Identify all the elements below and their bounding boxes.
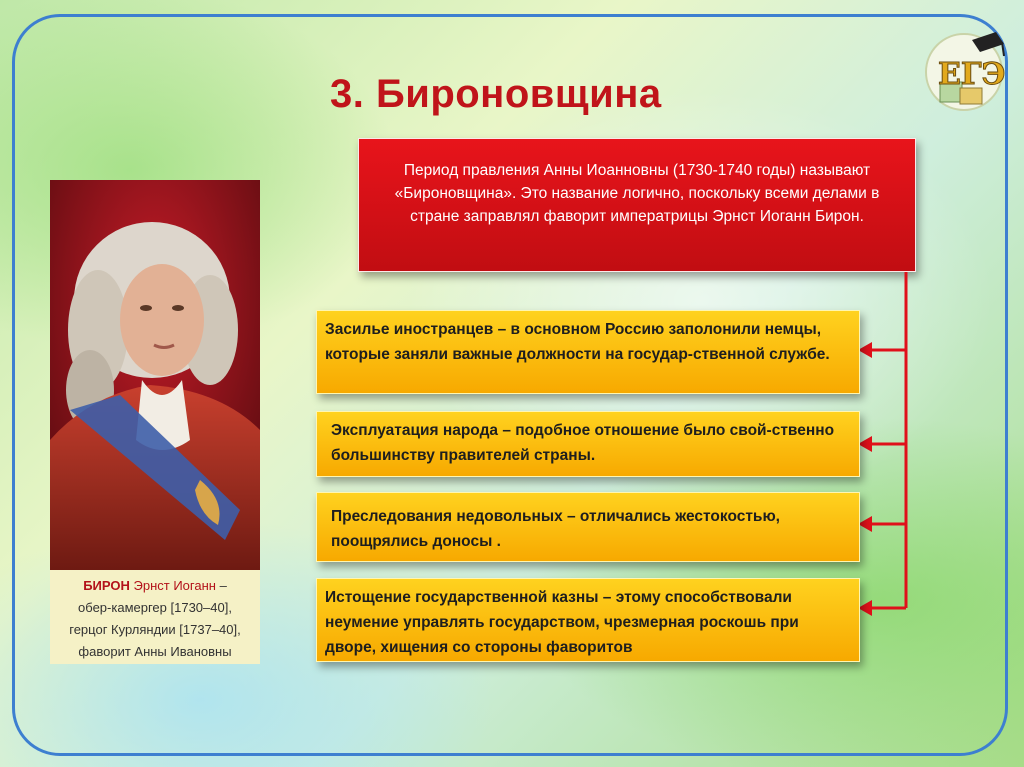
caption-line-favorite: фаворит Анны Ивановны [78, 644, 232, 659]
portrait-caption [50, 570, 260, 664]
caption-line-title: обер-камергер [1730–40], [78, 600, 232, 615]
point-card-foreigners: Засилье иностранцев – в основном Россию заполонили немцы, которые заняли важные должности на государ-ственной службе. [316, 310, 860, 394]
caption-dash: – [215, 578, 227, 593]
arrow-head-3 [858, 516, 872, 532]
arrow-head-4 [858, 600, 872, 616]
intro-box: Период правления Анны Иоанновны (1730-1740 годы) называют «Бироновщина». Это название логично, поскольку всеми делами в стране заправлял фаворит императрицы Эрнст Иоганн Бирон. [358, 138, 916, 272]
caption-given-name: Эрнст Иоганн [133, 578, 216, 593]
caption-name: БИРОН [83, 578, 130, 593]
biron-portrait [50, 180, 260, 570]
ege-logo [922, 22, 1008, 122]
arrow-head-1 [858, 342, 872, 358]
ege-logo-text: ЕГЭ [938, 57, 1006, 92]
caption-line-duke: герцог Курляндии [1737–40], [69, 622, 241, 637]
arrow-head-2 [858, 436, 872, 452]
point-card-exploitation: Эксплуатация народа – подобное отношение было свой-ственно большинству правителей страны. [316, 411, 860, 477]
connector-arrows [850, 260, 920, 620]
point-card-treasury: Истощение государственной казны – этому способствовали неумение управлять государством, чрезмерная роскошь при дворе, хищения со стороны фаворитов [316, 578, 860, 662]
point-card-persecution: Преследования недовольных – отличались жестокостью, поощрялись доносы . [316, 492, 860, 562]
slide-title: 3. Бироновщина [330, 72, 662, 116]
